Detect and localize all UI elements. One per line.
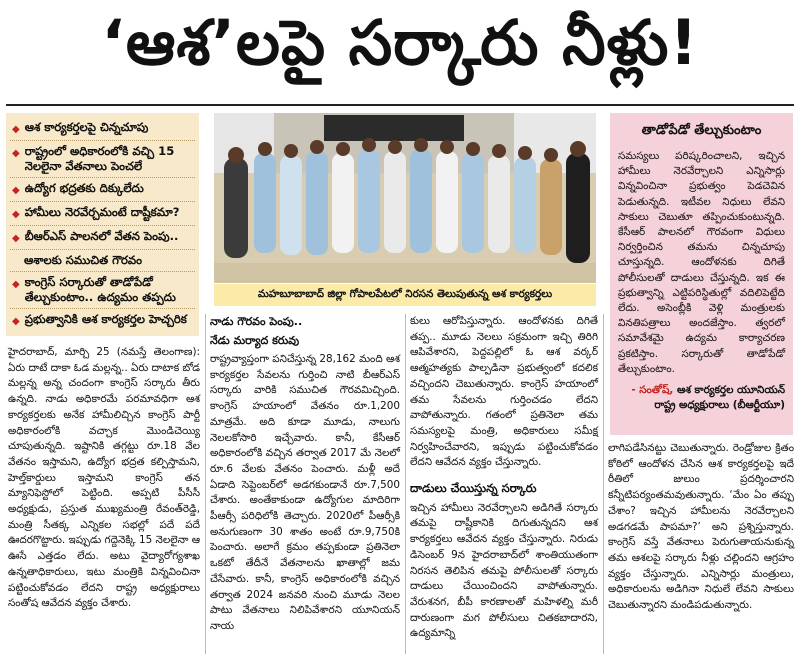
- diamond-bullet-icon: ◆: [12, 209, 20, 220]
- article-text: ఇచ్చిన హామీలు నెరవేర్చాలని అడిగితే సర్కారు తమపై దాష్టీకానికి దిగుతున్నదని ఆశ కార్యకర్తలు ఆవేదన వ్యక్తం చేస్తున్నారు. నిరుడు డిసెంబర్ 9న హైదరాబాద్‌లో శాంతియుతంగా నిరసన తెలిపిన తమపై పోలీసులతో సర్కారు దాడులు చేయించిందని వాపోతున్నారు. వేరుశనగ, బీపీ కారణాలతో మహిళల్ని మరీ దారుణంగా మగ పోలీసులు చితకబాదారని, ఉద్యమాన్ని: [410, 501, 598, 640]
- diamond-bullet-icon: ◆: [12, 279, 20, 290]
- diamond-bullet-icon: ◆: [12, 124, 20, 135]
- column-divider: [603, 314, 604, 654]
- diamond-bullet-icon: ◆: [12, 316, 20, 327]
- highlight-text: ఉద్యోగ భద్రతకు దిక్కులేదు: [24, 181, 144, 195]
- highlight-item: [10, 117, 195, 141]
- highlight-text: బీఆర్ఎస్ పాలనలో వేతన పెంపు..: [24, 229, 179, 243]
- highlight-text: ఆశ కార్యకర్తలపై చిన్నచూపు: [24, 120, 149, 134]
- article-column-4: [608, 441, 794, 614]
- quote-signature-role: ఆశ కార్యకర్తల యూనియన్ రాష్ట్ర అధ్యక్షురాలు (బీఆర్టీయూ): [654, 384, 785, 412]
- article-text: కులు ఆరోపిస్తున్నారు. ఆందోళనకు దిగితే తప్ప.. మూడు నెలలు సక్రమంగా ఇచ్చి తిరిగి ఆపివేశారని, పెద్దపల్లిలో ఓ ఆశ వర్కర్ ఆత్మహత్యకు పాల్పడినా ప్రభుత్వంలో కదలిక వచ్చిందని చెబుతున్నారు. కాంగ్రెస్ హయాంలో తమ సేవలను గుర్తించడం లేదని వాపోతున్నారు. గతంలో ప్రతినెలా తమ సమస్యలపై మంత్రి, అధికారులు సమీక్ష నిర్వహించేవారని, ఇప్పుడు పట్టించుకోవడం లేదని ఆవేదన వ్యక్తం చేస్తున్నారు.: [410, 315, 598, 469]
- highlight-text: ఆశాలకు సముచిత గౌరవం: [24, 253, 143, 267]
- article-text: హైదరాబాద్, మార్చి 25 (నమస్తే తెలంగాణ): ఏరు దాటే దాకా ఓడ మల్లన్న.. ఏరు దాటాక బోడ మల్లన్న అన్న చందంగా కాంగ్రెస్ సర్కారు తీరు ఉన్నది. నాడు అధికారమే పరమావధిగా ఆశ కార్యకర్తలకు అనేక హామీలిచ్చిన కాంగ్రెస్ పార్టీ అధికారంలోకి వచ్చాక మొండిచెయ్యి చూపుతున్నది. ఇష్టానికి తగ్గట్టు రూ.18 వేల వేతనం ఇస్తామని, ఉద్యోగ భద్రత కల్పిస్తామని, హెల్త్‌కార్డులు ఇస్తామని కాంగ్రెస్ తన మ్యానిఫెస్టోలో పెట్టింది. అప్పటి పీసీసీ అధ్యక్షుడు, ప్రస్తుత ముఖ్యమంత్రి రేవంత్‌రెడ్డి, మంత్రి సీతక్క ఎన్నికల సభల్లో పదే పదే ఊదరగొట్టారు. ఇప్పుడు గద్దెనెక్కి 15 నెలలైనా ఆ ఊసే ఎత్తడం లేదు. అటు వైద్యారోగ్యశాఖ ఉన్నతాధికారులు, ఇటు మంత్రికి విన్నవించినా పట్టించుకోవడం లేదని రాష్ట్ర అధ్యక్షురాలు సంతోష ఆవేదన వ్యక్తం చేశారు.: [8, 346, 200, 610]
- headline-rule: [6, 104, 794, 106]
- column-divider: [205, 314, 206, 654]
- column-divider: [405, 314, 406, 654]
- highlight-item: [10, 141, 195, 178]
- photo-caption: మహబూబాబాద్ జిల్లా గోపాలపేటలో నిరసన తెలుపుతున్న ఆశ కార్యకర్తలు: [214, 284, 596, 306]
- quote-title: తాడోపేడో తేల్చుకుంటాం: [641, 123, 762, 138]
- subheading: నేడు మర్యాద కరువు: [210, 334, 300, 347]
- article-text: రాష్ట్రవ్యాప్తంగా పనిచేస్తున్న 28,162 మంది ఆశ కార్యకర్తల సేవలను గుర్తించి నాటి బీఆర్ఎస్ సర్కారు వారికి సముచిత గౌరవమిచ్చింది. కాంగ్రెస్ హయాంలో వేతనం రూ.1,200 మాత్రమే. అది కూడా మూడు, నాలుగు నెలలకోసారి ఇచ్చేవారు. కానీ, కేసీఆర్ అధికారంలోకి వచ్చిన తర్వాత 2017 మే నెలలో రూ.6 వేలకు వేతనం పెంచారు. మళ్లీ అదే ఏడాది సెప్టెంబర్‌లో అడగకుండానే రూ.7,500 చేశారు. అంతేకాకుండా ఉద్యోగుల మాదిరిగా పీఆర్సీ పరిధిలోకి తెచ్చారు. 2020లో పీఆర్సీకి అనుగుణంగా 30 శాతం అంటే రూ.9,750కి పెంచారు. అలాగే క్రమం తప్పకుండా ప్రతినెలా ఒకటో తేదీనే వేతనాలను ఖాతాల్లో జమ చేసేవారు. కానీ, కాంగ్రెస్ అధికారంలోకి వచ్చిన తర్వాత 2024 జనవరి నుంచి మూడు నెలల పాటు వేతనాలు నిలిపివేశారని యూనియన్ నాయ: [210, 353, 400, 632]
- diamond-bullet-icon: ◆: [12, 185, 20, 196]
- highlight-text: రాష్ట్రంలో అధికారంలోకి వచ్చి 15 నెలలైనా వేతనాలు పెంచలే: [24, 144, 175, 173]
- article-column-2: [210, 314, 400, 635]
- protest-photo: [214, 113, 596, 283]
- highlight-item: [10, 178, 195, 202]
- article-column-1: [8, 345, 200, 612]
- highlight-item: [10, 272, 195, 309]
- highlight-item: [10, 309, 195, 332]
- subheading: నాడు గౌరవం పెంపు..: [210, 315, 303, 328]
- quote-box: [610, 113, 793, 435]
- diamond-bullet-icon: ◆: [12, 148, 20, 159]
- highlight-item: [10, 202, 195, 226]
- highlight-text: ప్రభుత్వానికి ఆశ కార్యకర్తల హెచ్చరిక: [24, 312, 187, 326]
- protest-photo-illustration: [214, 113, 596, 283]
- highlight-item: [10, 250, 195, 272]
- diamond-bullet-icon: ◆: [12, 233, 20, 244]
- quote-text: సమస్యలు పరిష్కరించాలని, ఇచ్చిన హామీలు నెరవేర్చాలని ఎన్నిసార్లు విన్నవించినా ప్రభుత్వం పెడచెవిన పెడుతున్నది. ఇటీవల నిధులు లేవని సాకులు చెబుతూ తప్పించుకుంటున్నది. కేసీఆర్ పాలనలో గౌరవంగా విధులు నిర్వర్తించిన తమను చిన్నచూపు చూస్తున్నది. ఆందోళనకు దిగితే పోలీసులతో దాడులు చేస్తున్నది. ఇక ఈ ప్రభుత్వాన్ని ఎట్టిపరిస్థితుల్లో వదిలిపెట్టేది లేదు. అసెంబ్లీకి వెళ్లి మంత్రులకు వినతిపత్రాలు అందజేస్తాం. త్వరలో సమావేశమై ఉద్యమ కార్యాచరణ ప్రకటిస్తాం. సర్కారుతో తాడోపేడో తేల్చుకుంటాం.: [618, 150, 785, 375]
- quote-signature-name: - సంతోష్,: [631, 384, 674, 397]
- headline: ‘ఆశ’లపై సర్కారు నీళ్లు!: [101, 6, 699, 79]
- highlight-item: [10, 226, 195, 250]
- article-column-3: [410, 314, 598, 642]
- highlight-text: కాంగ్రెస్ సర్కారుతో తాడోపేడో తేల్చుకుంటాం.. ఉద్యమం తప్పదు: [24, 275, 176, 304]
- subheading: దాడులు చేయిస్తున్న సర్కారు: [410, 481, 537, 496]
- highlight-text: హామీలు నెరవేర్చమంటే దాష్టీకమా?: [24, 205, 180, 219]
- highlights-box: [6, 113, 199, 336]
- article-text: లాగిపడేసినట్టు చెబుతున్నారు. రెండ్రోజుల క్రితం కోఠిలో ఆందోళన చేసిన ఆశ కార్యకర్తలపై ఇదే రీతిలో జులుం ప్రదర్శించారని కన్నీటిపర్యంతమవుతున్నారు. ‘మేం ఏం తప్పు చేశాం? ఇచ్చిన హామీలను నెరవేర్చాలని అడగడమే పాపమా?’ అని ప్రశ్నిస్తున్నారు. కాంగ్రెస్ వస్తే వేతనాలు పెరుగుతాయనుకున్న తమ ఆశలపై సర్కారు నీళ్లు చల్లిందని ఆగ్రహం వ్యక్తం చేస్తున్నారు. ఎన్నిసార్లు మంత్రులు, అధికారులను అడిగినా నిధులే లేవని సాకులు చెబుతున్నారని మండిపడుతున్నారు.: [608, 442, 794, 612]
- quote-signature: [618, 383, 785, 413]
